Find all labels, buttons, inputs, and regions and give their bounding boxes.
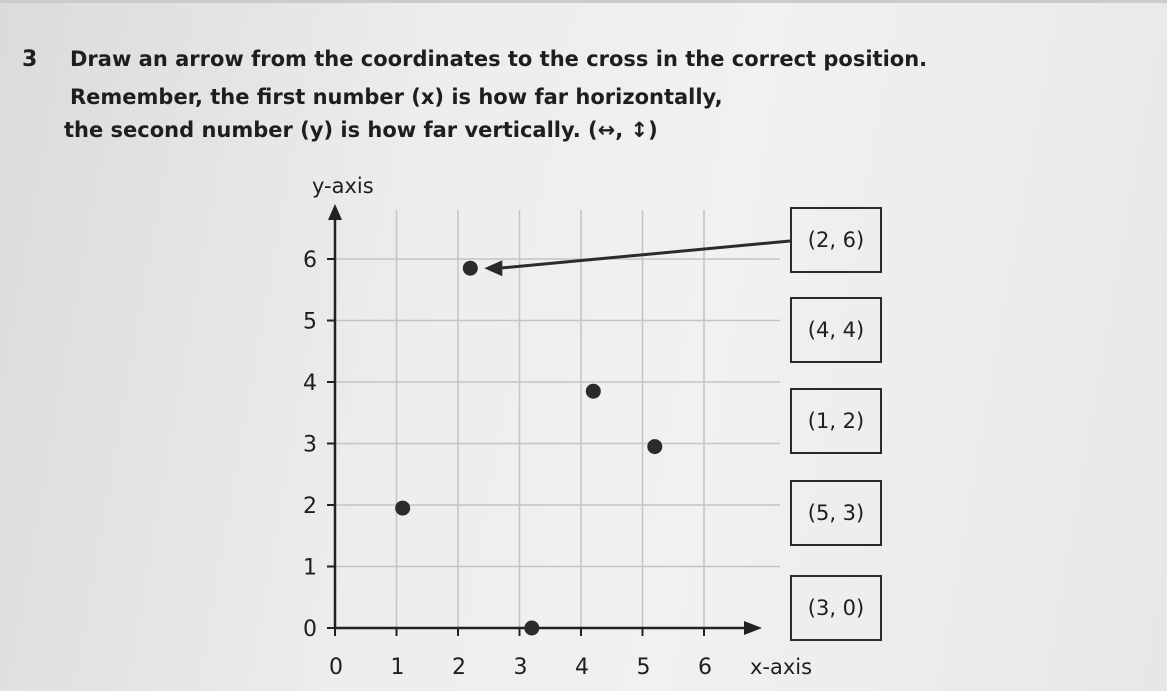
y-tick-label: 5 (303, 309, 317, 335)
data-point (463, 261, 478, 276)
example-arrow-shaft (498, 241, 790, 268)
x-tick-label: 1 (390, 655, 405, 680)
x-tick-label: 6 (698, 655, 712, 680)
y-tick-label: 1 (303, 555, 317, 581)
question-number: 3 (22, 47, 38, 72)
x-tick-label: 2 (452, 655, 466, 680)
x-tick-label: 4 (575, 655, 589, 680)
coord-box-2[interactable]: (4, 4) (790, 297, 882, 363)
y-axis-arrowhead (328, 204, 342, 220)
data-point (647, 439, 662, 454)
example-arrowhead (484, 260, 502, 276)
y-tick-label: 4 (303, 371, 317, 396)
x-axis-arrowhead (744, 621, 762, 635)
x-tick-label: 0 (329, 655, 343, 680)
grid-lines (335, 210, 780, 628)
axes (328, 204, 762, 635)
x-axis-label: x-axis (750, 655, 813, 679)
data-point (395, 501, 410, 516)
y-tick-label: 2 (303, 494, 317, 519)
y-tick-label: 0 (303, 617, 317, 642)
coord-box-3[interactable]: (1, 2) (790, 388, 882, 454)
instruction-line-3: the second number (y) is how far vertically. (↔, ↕) (64, 118, 658, 142)
x-tick-label: 5 (636, 655, 651, 680)
data-point (586, 384, 601, 399)
x-tick-label: 3 (513, 655, 528, 680)
ticks (303, 248, 712, 680)
instruction-line-2: Remember, the first number (x) is how far horizontally, (70, 85, 723, 109)
coord-box-5[interactable]: (3, 0) (790, 575, 882, 641)
y-tick-label: 6 (303, 248, 317, 273)
y-axis-label: y-axis (312, 174, 374, 198)
coord-box-1[interactable]: (2, 6) (790, 207, 882, 273)
data-point (524, 621, 539, 636)
y-tick-label: 3 (303, 432, 317, 458)
instruction-line-1: Draw an arrow from the coordinates to the cross in the correct position. (70, 47, 928, 71)
points-layer (395, 261, 662, 636)
coord-box-4[interactable]: (5, 3) (790, 480, 882, 546)
